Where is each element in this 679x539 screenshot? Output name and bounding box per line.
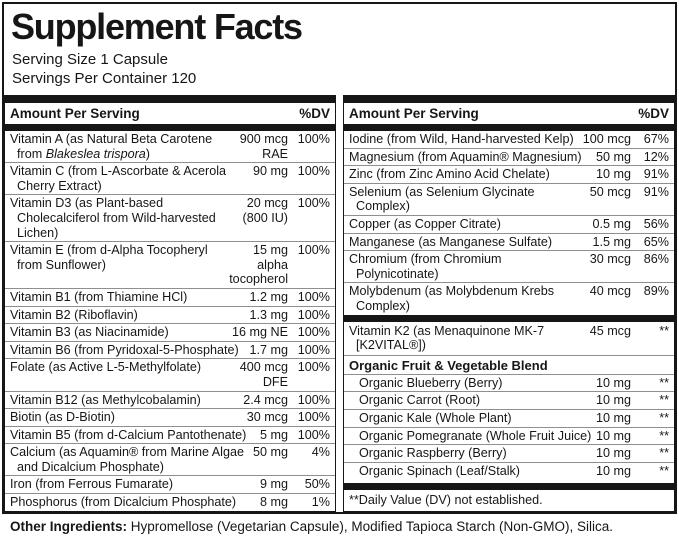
vitamin-k2-section — [344, 322, 674, 355]
ingredient-amount: 100 mcg — [582, 132, 631, 146]
servings-per-container-text: Servings Per Container 120 — [12, 70, 197, 87]
left-facts-panel — [4, 95, 336, 512]
table-row — [5, 323, 335, 341]
ingredient-amount: 30 mcg — [589, 252, 631, 267]
ingredient-name: Molybdenum (as Molybdenum Krebs Complex) — [349, 284, 555, 313]
table-row — [5, 408, 335, 426]
table-row — [5, 443, 335, 475]
other-ingredients-line — [10, 518, 679, 535]
table-row — [5, 341, 335, 359]
ingredient-name: Iron (from Ferrous Fumarate) — [10, 477, 174, 492]
ingredient-amount: 1.2 mg — [249, 289, 288, 304]
ingredient-name: Magnesium (from Aquamin® Magnesium) — [349, 149, 582, 164]
ingredient-amount: 8 mg — [260, 495, 288, 510]
amount-per-serving-header: Amount Per Serving — [349, 106, 479, 121]
ingredient-amount: 10 mg — [595, 428, 631, 443]
ingredient-dv: 100% — [297, 410, 330, 425]
table-row — [5, 241, 335, 288]
table-row — [344, 374, 674, 392]
ingredient-name: Copper (as Copper Citrate) — [349, 216, 501, 231]
ingredient-name: Organic Spinach (Leaf/Stalk) — [359, 463, 521, 478]
table-row — [344, 250, 674, 282]
page-title: Supplement Facts — [11, 6, 302, 47]
ingredient-amount: 10 mg — [595, 446, 631, 461]
ingredient-name: Organic Carrot (Root) — [359, 393, 481, 408]
ingredient-name: Organic Pomegranate (Whole Fruit Juice) — [359, 428, 592, 443]
ingredient-amount: 50 mg — [252, 445, 288, 460]
ingredient-dv: ** — [659, 428, 669, 443]
blend-rows — [344, 374, 674, 480]
table-row — [344, 148, 674, 166]
right-table-header — [344, 103, 674, 124]
ingredient-dv: 1% — [311, 495, 330, 510]
left-table-header — [5, 103, 335, 124]
ingredient-dv: 86% — [643, 252, 669, 267]
table-row — [5, 426, 335, 444]
ingredient-amount: 0.5 mg — [592, 216, 631, 231]
ingredient-dv: 91% — [643, 184, 669, 199]
amount-per-serving-header: Amount Per Serving — [10, 106, 140, 121]
ingredient-name: Vitamin A (as Natural Beta Carotene from Blakeslea trispora) — [10, 132, 213, 161]
ingredient-amount: 10 mg — [595, 410, 631, 425]
ingredient-amount: 50 mg — [595, 149, 631, 164]
divider-bar-thick — [5, 124, 335, 131]
ingredient-dv: 100% — [297, 289, 330, 304]
ingredient-amount: 10 mg — [595, 375, 631, 390]
table-row — [5, 162, 335, 194]
ingredient-amount: 400 mcg DFE — [239, 360, 288, 389]
divider-bar-thick — [5, 96, 335, 103]
table-row — [5, 475, 335, 493]
table-row — [5, 131, 335, 162]
table-row — [344, 409, 674, 427]
ingredient-amount: 900 mcg RAE — [239, 132, 288, 161]
ingredient-name: Folate (as Active L-5-Methylfolate) — [10, 360, 202, 375]
ingredient-dv: 50% — [304, 477, 330, 492]
blend-section-title: Organic Fruit & Vegetable Blend — [344, 355, 674, 374]
ingredient-name: Selenium (as Selenium Glycinate Complex) — [349, 184, 535, 214]
facts-columns — [4, 95, 675, 512]
ingredient-amount: 30 mcg — [246, 410, 288, 425]
ingredient-name: Vitamin D3 (as Plant-based Cholecalciferol from Wild-harvested Lichen) — [10, 196, 216, 240]
ingredient-name: Vitamin B6 (from Pyridoxal-5-Phosphate) — [10, 342, 239, 357]
ingredient-name: Vitamin C (from L-Ascorbate & Acerola Cherry Extract) — [10, 164, 227, 193]
divider-bar-thick — [344, 124, 674, 131]
ingredient-name: Iodine (from Wild, Hand-harvested Kelp) — [349, 132, 574, 146]
ingredient-amount: 45 mcg — [589, 323, 631, 338]
ingredient-dv: ** — [659, 375, 669, 390]
table-row — [344, 427, 674, 445]
table-row — [5, 391, 335, 409]
ingredient-amount: 50 mcg — [589, 184, 631, 199]
ingredient-name: Vitamin B5 (from d-Calcium Pantothenate) — [10, 427, 247, 442]
ingredient-amount: 40 mcg — [589, 284, 631, 299]
ingredient-dv: 100% — [297, 392, 330, 407]
table-row — [5, 288, 335, 306]
ingredient-name: Calcium (as Aquamin® from Marine Algae and Dicalcium Phosphate) — [10, 445, 244, 474]
ingredient-dv: 12% — [643, 149, 669, 164]
ingredient-dv: ** — [659, 410, 669, 425]
ingredient-dv: 100% — [297, 164, 330, 179]
section-divider-bar — [344, 315, 674, 322]
right-facts-panel — [343, 95, 675, 512]
ingredient-amount: 1.7 mg — [249, 342, 288, 357]
ingredient-name: Phosphorus (from Dicalcium Phosphate) — [10, 495, 237, 510]
ingredient-amount: 20 mcg (800 IU) — [242, 196, 288, 225]
ingredient-amount: 10 mg — [595, 463, 631, 478]
table-row — [344, 233, 674, 251]
ingredient-name: Vitamin B1 (from Thiamine HCl) — [10, 289, 188, 304]
ingredient-dv: 4% — [311, 445, 330, 460]
ingredient-dv: ** — [659, 463, 669, 478]
ingredient-dv: 56% — [643, 216, 669, 231]
ingredient-dv: 100% — [297, 132, 330, 146]
section-divider-bar — [344, 483, 674, 490]
other-ingredients-text: Hypromellose (Vegetarian Capsule), Modified Tapioca Starch (Non-GMO), Silica. — [130, 518, 613, 534]
ingredient-dv: 100% — [297, 342, 330, 357]
table-row — [5, 194, 335, 241]
ingredient-name: Organic Blueberry (Berry) — [359, 375, 503, 390]
table-row — [5, 493, 335, 511]
daily-value-footnote: **Daily Value (DV) not established. — [349, 492, 543, 507]
ingredient-amount: 9 mg — [260, 477, 288, 492]
table-row — [344, 131, 674, 148]
ingredient-dv: 100% — [297, 196, 330, 211]
ingredient-dv: 67% — [643, 132, 669, 146]
ingredient-amount: 15 mg alpha tocopherol — [229, 243, 288, 287]
divider-bar-thick — [344, 96, 674, 103]
table-row — [344, 444, 674, 462]
ingredient-dv: ** — [659, 446, 669, 461]
ingredient-dv: 100% — [297, 325, 330, 340]
ingredient-dv: 89% — [643, 284, 669, 299]
footnote-section — [344, 483, 674, 511]
ingredient-name: Vitamin B12 (as Methylcobalamin) — [10, 392, 201, 407]
ingredient-name: Vitamin K2 (as Menaquinone MK-7 [K2VITAL®]) — [349, 323, 545, 353]
left-ingredient-rows — [5, 131, 335, 511]
ingredient-amount: 5 mg — [260, 427, 288, 442]
ingredient-dv: 100% — [297, 307, 330, 322]
table-row — [5, 306, 335, 324]
ingredient-name: Zinc (from Zinc Amino Acid Chelate) — [349, 167, 550, 182]
table-row — [344, 462, 674, 480]
other-ingredients-label: Other Ingredients: — [10, 518, 128, 534]
table-row — [344, 391, 674, 409]
dv-header: %DV — [638, 106, 669, 121]
ingredient-dv: 100% — [297, 360, 330, 375]
ingredient-dv: 100% — [297, 427, 330, 442]
ingredient-amount: 1.3 mg — [249, 307, 288, 322]
ingredient-name: Manganese (as Manganese Sulfate) — [349, 234, 553, 249]
ingredient-dv: ** — [659, 393, 669, 408]
mineral-rows — [344, 131, 674, 315]
dv-header: %DV — [299, 106, 330, 121]
ingredient-amount: 10 mg — [595, 393, 631, 408]
ingredient-amount: 1.5 mg — [592, 234, 631, 249]
table-row — [5, 358, 335, 390]
ingredient-name: Organic Raspberry (Berry) — [359, 446, 507, 461]
table-row — [344, 322, 674, 355]
ingredient-dv: 65% — [643, 234, 669, 249]
ingredient-name: Chromium (from Chromium Polynicotinate) — [349, 252, 502, 281]
table-row — [344, 165, 674, 183]
ingredient-name: Vitamin B3 (as Niacinamide) — [10, 325, 169, 340]
ingredient-name: Biotin (as D-Biotin) — [10, 410, 115, 425]
table-row — [344, 282, 674, 314]
ingredient-dv: 100% — [297, 243, 330, 258]
ingredient-amount: 90 mg — [252, 164, 288, 179]
serving-size-text: Serving Size 1 Capsule — [12, 51, 168, 68]
ingredient-name: Organic Kale (Whole Plant) — [359, 410, 512, 425]
table-row — [344, 215, 674, 233]
supplement-facts-label — [2, 2, 677, 514]
ingredient-name: Vitamin B2 (Riboflavin) — [10, 307, 138, 322]
ingredient-name: Vitamin E (from d-Alpha Tocopheryl from Sunflower) — [10, 243, 208, 272]
ingredient-dv: ** — [659, 323, 669, 338]
ingredient-amount: 2.4 mcg — [243, 392, 288, 407]
ingredient-amount: 16 mg NE — [232, 325, 288, 340]
ingredient-amount: 10 mg — [595, 167, 631, 182]
table-row — [344, 183, 674, 215]
ingredient-dv: 91% — [643, 167, 669, 182]
